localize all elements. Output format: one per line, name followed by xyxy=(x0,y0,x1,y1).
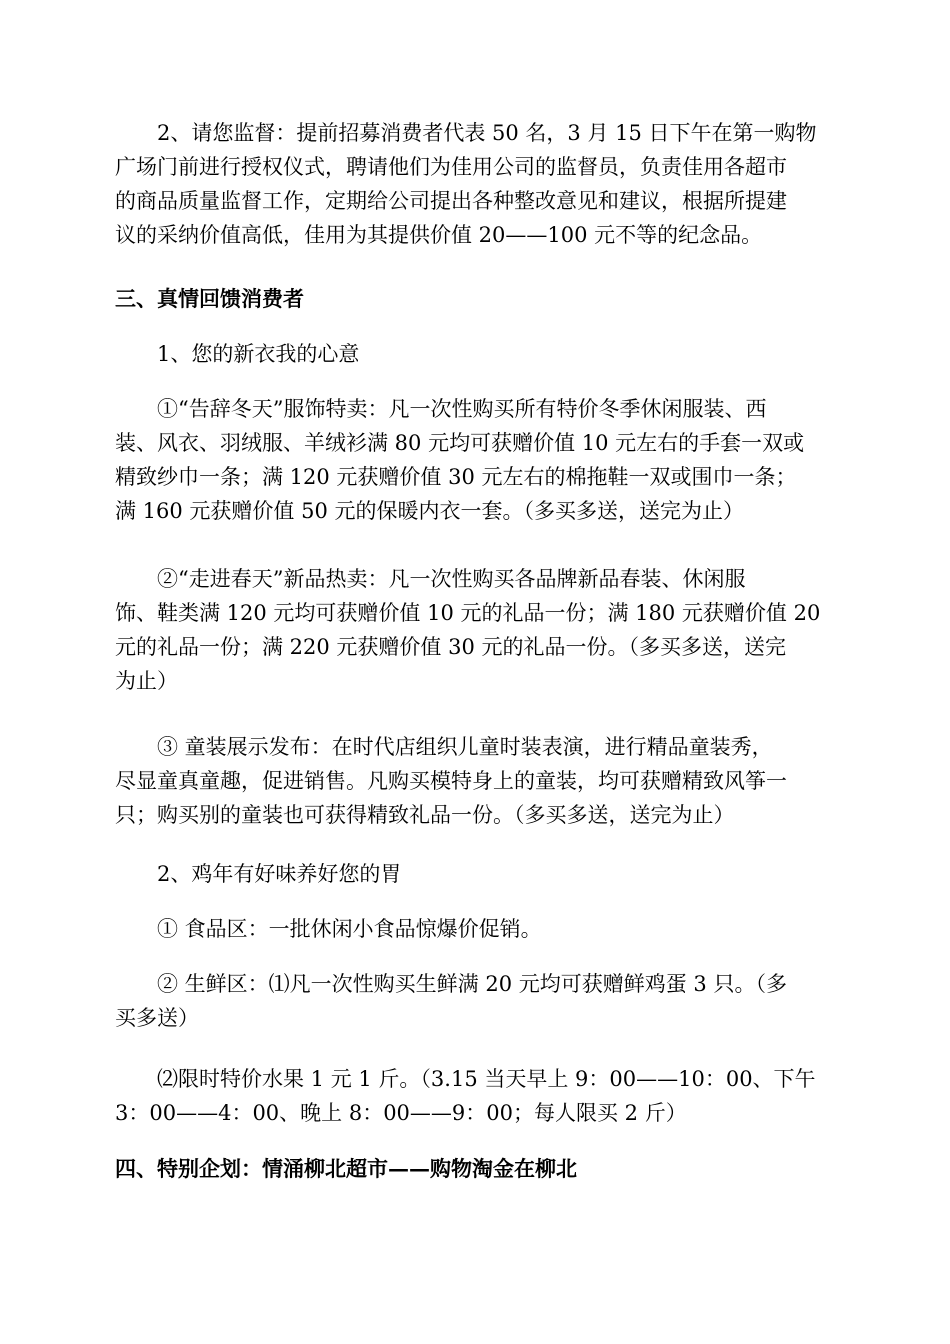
text-line: ②“走进春天”新品热卖：凡一次性购买各品牌新品春装、休闲服 xyxy=(115,567,746,591)
subsection-title-1 xyxy=(115,337,835,371)
paragraph-fruit-deal xyxy=(115,1062,835,1130)
text-line: 尽显童真童趣，促进销售。凡购买模特身上的童装，均可获赠精致风筝一 xyxy=(115,769,787,793)
paragraph-spring-sale xyxy=(115,562,835,698)
text-line: 3：00——4：00、晚上 8：00——9：00；每人限买 2 斤） xyxy=(115,1101,687,1125)
text-line: 满 160 元获赠价值 50 元的保暖内衣一套。（多买多送，送完为止） xyxy=(115,499,745,523)
text-line: ③ 童装展示发布：在时代店组织儿童时装表演，进行精品童装秀， xyxy=(115,735,773,759)
text-line: ① 食品区：一批休闲小食品惊爆价促销。 xyxy=(115,917,542,941)
text-line: ② 生鲜区：⑴凡一次性购买生鲜满 20 元均可获赠鲜鸡蛋 3 只。（多 xyxy=(115,972,787,996)
paragraph-food-zone xyxy=(115,912,835,946)
text-line: 精致纱巾一条；满 120 元获赠价值 30 元左右的棉拖鞋一双或围巾一条； xyxy=(115,465,797,489)
text-line: 饰、鞋类满 120 元均可获赠价值 10 元的礼品一份；满 180 元获赠价值 20 xyxy=(115,601,821,625)
subsection-title-2 xyxy=(115,857,835,891)
section-heading-3: 三、真情回馈消费者 xyxy=(115,286,304,311)
paragraph-fresh-zone xyxy=(115,967,835,1035)
text-line: 装、风衣、羽绒服、羊绒衫满 80 元均可获赠价值 10 元左右的手套一双或 xyxy=(115,431,805,455)
text-line: 2、鸡年有好味养好您的胃 xyxy=(115,862,402,886)
paragraph-winter-sale xyxy=(115,392,835,528)
paragraph-supervise xyxy=(115,116,835,252)
text-line: 的商品质量监督工作，定期给公司提出各种整改意见和建议，根据所提建 xyxy=(115,189,787,213)
text-line: 元的礼品一份；满 220 元获赠价值 30 元的礼品一份。（多买多送，送完 xyxy=(115,635,787,659)
text-line: 1、您的新衣我的心意 xyxy=(115,342,360,366)
paragraph-kids-show xyxy=(115,730,835,832)
text-line: 广场门前进行授权仪式，聘请他们为佳用公司的监督员，负责佳用各超市 xyxy=(115,155,787,179)
text-line: 买多送） xyxy=(115,1006,199,1030)
text-line: 议的采纳价值高低，佳用为其提供价值 20——100 元不等的纪念品。 xyxy=(115,223,763,247)
text-line: 2、请您监督：提前招募消费者代表 50 名，3 月 15 日下午在第一购物 xyxy=(115,121,817,145)
text-line: ⑵限时特价水果 1 元 1 斤。（3.15 当天早上 9：00——10：00、下午 xyxy=(115,1067,816,1091)
text-line: 只；购买别的童装也可获得精致礼品一份。（多买多送，送完为止） xyxy=(115,803,735,827)
text-line: 为止） xyxy=(115,669,178,693)
text-line: ①“告辞冬天”服饰特卖：凡一次性购买所有特价冬季休闲服装、西 xyxy=(115,397,767,421)
section-heading-4: 四、特别企划：情涌柳北超市——购物淘金在柳北 xyxy=(115,1156,577,1181)
